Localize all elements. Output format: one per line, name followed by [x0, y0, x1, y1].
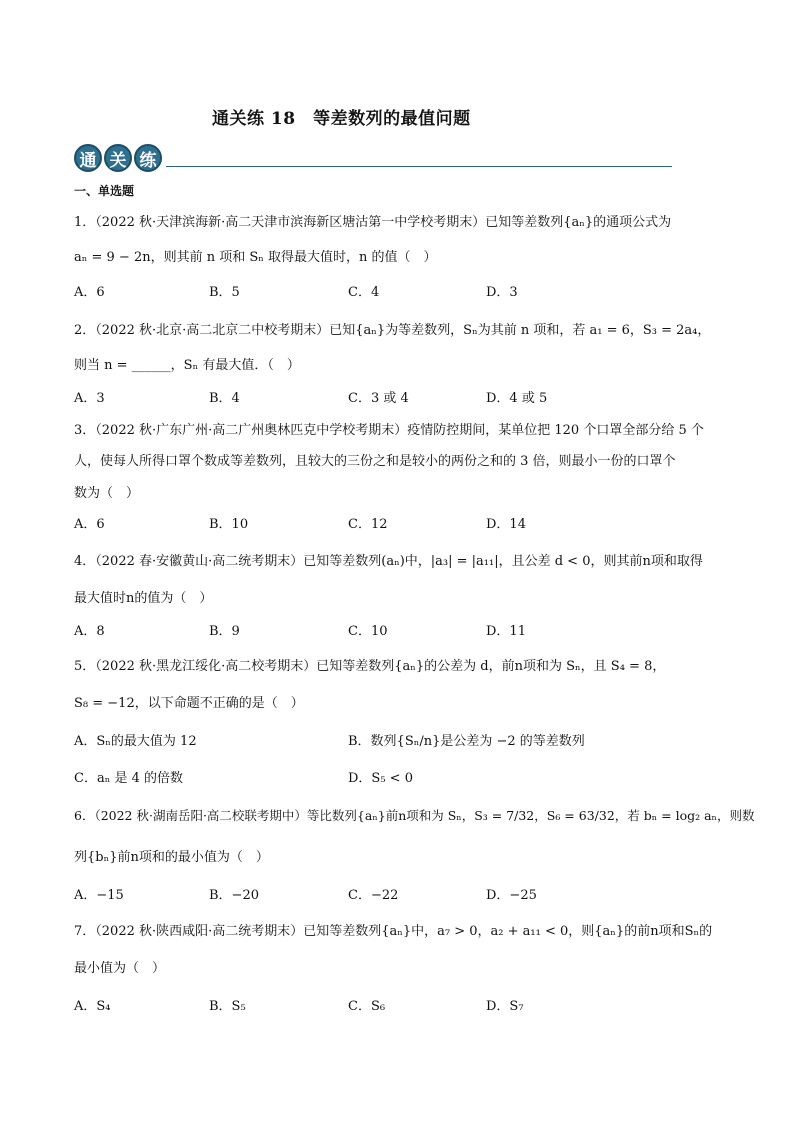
question-4-option-d[interactable]: D．11 [486, 624, 526, 639]
question-4-line-1: 4．（2022 春·安徽黄山·高二统考期末）已知等差数列(aₙ)中，|a₃| = |a₁₁|，且公差 d < 0，则其前n项和取得 [74, 554, 703, 569]
question-3-option-d[interactable]: D．14 [486, 517, 526, 532]
question-6-option-a[interactable]: A．−15 [74, 888, 124, 903]
question-4-option-c[interactable]: C．10 [348, 624, 388, 639]
question-7-line-2: 最小值为（ ） [74, 961, 166, 976]
page-title: 通关练 18 等差数列的最值问题 [212, 109, 471, 129]
question-2-option-a[interactable]: A．3 [74, 391, 105, 406]
question-6-line-2: 列{bₙ}前n项和的最小值为（ ） [74, 850, 269, 865]
question-4-line-2: 最大值时n的值为（ ） [74, 591, 213, 606]
question-6-option-b[interactable]: B．−20 [209, 888, 259, 903]
question-5-line-1: 5．（2022 秋·黑龙江绥化·高二校考期末）已知等差数列{aₙ}的公差为 d，前n项和为 Sₙ，且 S₄ = 8， [74, 659, 666, 674]
question-1-option-d[interactable]: D．3 [486, 285, 518, 300]
question-5-option-c[interactable]: C．aₙ 是 4 的倍数 [74, 771, 183, 786]
logo-char: 练 [134, 144, 162, 172]
question-7-option-d[interactable]: D．S₇ [486, 999, 524, 1014]
logo [74, 144, 164, 172]
question-4-option-a[interactable]: A．8 [74, 624, 105, 639]
question-5-option-a[interactable]: A．Sₙ的最大值为 12 [74, 734, 197, 749]
question-2-line-2: 则当 n = ______，Sₙ 有最大值．（ ） [74, 358, 300, 373]
question-5-option-d[interactable]: D．S₅ < 0 [348, 771, 413, 786]
question-1-option-a[interactable]: A．6 [74, 285, 105, 300]
question-3-option-a[interactable]: A．6 [74, 517, 105, 532]
question-3-line-1: 3．（2022 秋·广东广州·高二广州奥林匹克中学校考期末）疫情防控期间，某单位把 120 个口罩全部分给 5 个 [74, 423, 704, 438]
question-6-line-1: 6．（2022 秋·湖南岳阳·高二校联考期中）等比数列{aₙ}前n项和为 Sₙ，S₃ = 7/32，S₆ = 63/32，若 bₙ = log₂ aₙ，则数 [74, 808, 755, 823]
question-1-line-2: aₙ = 9 − 2n，则其前 n 项和 Sₙ 取得最大值时，n 的值（ ） [74, 250, 437, 265]
section-heading: 一、单选题 [74, 184, 135, 198]
question-7-option-b[interactable]: B．S₅ [209, 999, 246, 1014]
question-3-line-3: 数为（ ） [74, 486, 140, 501]
question-6-option-d[interactable]: D．−25 [486, 888, 537, 903]
question-2-option-d[interactable]: D．4 或 5 [486, 391, 548, 406]
question-6-option-c[interactable]: C．−22 [348, 888, 399, 903]
question-2-option-b[interactable]: B．4 [209, 391, 240, 406]
question-3-option-b[interactable]: B．10 [209, 517, 249, 532]
question-7-line-1: 7．（2022 秋·陕西咸阳·高二统考期末）已知等差数列{aₙ}中，a₇ > 0，a₂ + a₁₁ < 0，则{aₙ}的前n项和Sₙ的 [74, 924, 713, 939]
question-3-line-2: 人，使每人所得口罩个数成等差数列，且较大的三份之和是较小的两份之和的 3 倍，则最小一份的口罩个 [74, 454, 676, 469]
question-1-option-c[interactable]: C．4 [348, 285, 380, 300]
question-4-option-b[interactable]: B．9 [209, 624, 240, 639]
question-3-option-c[interactable]: C．12 [348, 517, 388, 532]
question-1-line-1: 1．（2022 秋·天津滨海新·高二天津市滨海新区塘沽第一中学校考期末）已知等差数列{aₙ}的通项公式为 [74, 215, 672, 230]
logo-char: 关 [104, 144, 132, 172]
header-rule [166, 166, 672, 167]
logo-char: 通 [74, 144, 102, 172]
question-7-option-c[interactable]: C．S₆ [348, 999, 386, 1014]
question-2-line-1: 2．（2022 秋·北京·高二北京二中校考期末）已知{aₙ}为等差数列，Sₙ为其前 n 项和，若 a₁ = 6，S₃ = 2a₄， [74, 323, 711, 338]
question-1-option-b[interactable]: B．5 [209, 285, 240, 300]
question-2-option-c[interactable]: C．3 或 4 [348, 391, 409, 406]
question-5-line-2: S₈ = −12，以下命题不正确的是（ ） [74, 696, 304, 711]
question-5-option-b[interactable]: B．数列{Sₙ/n}是公差为 −2 的等差数列 [348, 734, 585, 749]
question-7-option-a[interactable]: A．S₄ [74, 999, 111, 1014]
